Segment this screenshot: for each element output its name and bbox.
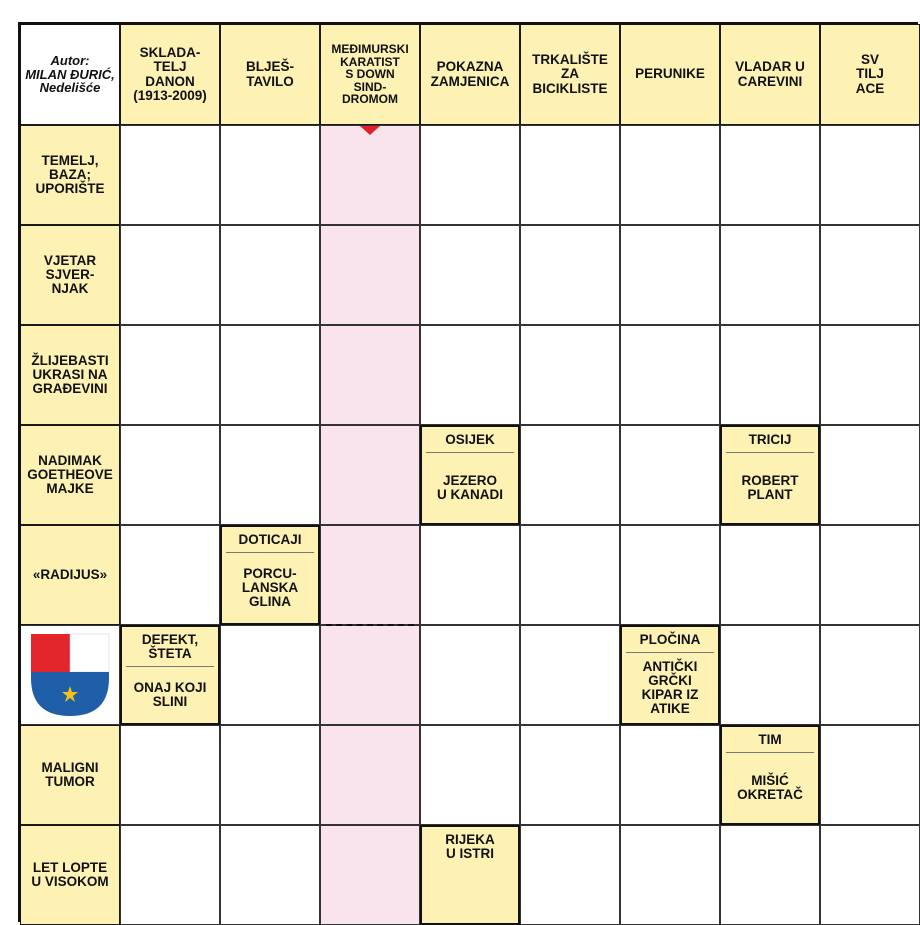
row-clue: MALIGNI TUMOR (20, 725, 120, 825)
coat-of-arms-icon (31, 634, 109, 716)
row-clue: LET LOPTE U VISOKOM (20, 825, 120, 925)
header-clue: VLADAR U CAREVINI (720, 24, 820, 125)
answer-cell[interactable] (720, 525, 820, 625)
answer-cell[interactable] (420, 725, 520, 825)
answer-cell[interactable] (520, 725, 620, 825)
row-clue: TEMELJ, BAZA; UPORIŠTE (20, 125, 120, 225)
coat-of-arms-cell (20, 625, 120, 725)
answer-cell[interactable] (820, 225, 920, 325)
answer-cell[interactable] (520, 425, 620, 525)
answer-cell[interactable] (320, 225, 420, 325)
answer-cell[interactable] (220, 625, 320, 725)
answer-cell[interactable] (520, 225, 620, 325)
answer-cell[interactable] (820, 425, 920, 525)
answer-cell[interactable] (320, 725, 420, 825)
answer-cell[interactable] (620, 225, 720, 325)
clue-text: JEZERO U KANADI (437, 472, 503, 503)
answer-cell[interactable] (320, 825, 420, 925)
inner-clue-doticaji (220, 525, 320, 625)
header-clue: BLJEŠ- TAVILO (220, 24, 320, 125)
answer-cell[interactable] (820, 725, 920, 825)
answer-cell[interactable] (220, 225, 320, 325)
frame-top (18, 22, 918, 25)
answer-cell[interactable] (820, 625, 920, 725)
answer-cell[interactable] (820, 125, 920, 225)
inner-clue-rijeka (420, 825, 520, 925)
answer-cell[interactable] (620, 425, 720, 525)
answer-cell[interactable] (420, 325, 520, 425)
answer-cell[interactable] (420, 125, 520, 225)
answer-cell[interactable] (120, 225, 220, 325)
answer-cell[interactable] (820, 325, 920, 425)
answer-cell[interactable] (320, 325, 420, 425)
answer-cell[interactable] (120, 525, 220, 625)
answer-cell[interactable] (720, 625, 820, 725)
answer-cell[interactable] (620, 325, 720, 425)
answer-cell[interactable] (120, 125, 220, 225)
answer-cell[interactable] (120, 725, 220, 825)
clue-text: MIŠIĆ OKRETAČ (737, 772, 803, 803)
answer-cell[interactable] (120, 325, 220, 425)
answer-cell[interactable] (120, 825, 220, 925)
answer-cell[interactable] (220, 425, 320, 525)
author-cell (20, 24, 120, 125)
answer-cell[interactable] (720, 125, 820, 225)
row-clue: ŽLIJEBASTI UKRASI NA GRAĐEVINI (20, 325, 120, 425)
author-place: Nedelišće (39, 80, 101, 96)
clue-text: OSIJEK (445, 432, 495, 447)
row-clue: VJETAR SJVER- NJAK (20, 225, 120, 325)
clue-text: PORCU- LANSKA GLINA (241, 565, 299, 610)
clue-text: RIJEKA U ISTRI (445, 832, 495, 862)
inner-clue-osijek (420, 425, 520, 525)
answer-cell[interactable] (820, 825, 920, 925)
answer-cell[interactable] (320, 425, 420, 525)
header-clue: TRKALIŠTE ZA BICIKLISTE (520, 24, 620, 125)
author-label: Autor: (50, 53, 90, 69)
answer-cell[interactable] (220, 325, 320, 425)
clue-text: DOTICAJI (238, 532, 302, 547)
answer-cell[interactable] (320, 525, 420, 625)
header-clue: MEĐIMURSKI KARATIST S DOWN SIND- DROMOM (320, 24, 420, 125)
inner-clue-tricij (720, 425, 820, 525)
inner-clue-plocina (620, 625, 720, 725)
header-clue: POKAZNA ZAMJENICA (420, 24, 520, 125)
answer-cell[interactable] (520, 825, 620, 925)
clue-text: ONAJ KOJI SLINI (133, 680, 207, 710)
header-clue: PERUNIKE (620, 24, 720, 125)
arrow-down-icon (360, 126, 380, 136)
clue-text: TIM (758, 732, 782, 747)
answer-cell[interactable] (620, 125, 720, 225)
answer-cell[interactable] (620, 825, 720, 925)
answer-cell[interactable] (520, 525, 620, 625)
clue-text: ANTIČKI GRČKI KIPAR IZ ATIKE (641, 658, 699, 717)
answer-cell[interactable] (620, 525, 720, 625)
inner-clue-tim (720, 725, 820, 825)
row-clue: «RADIJUS» (20, 525, 120, 625)
answer-cell[interactable] (720, 325, 820, 425)
answer-cell[interactable] (520, 625, 620, 725)
answer-cell[interactable] (320, 625, 420, 725)
clue-text: TRICIJ (748, 432, 792, 447)
answer-cell[interactable] (520, 125, 620, 225)
answer-cell[interactable] (420, 225, 520, 325)
answer-cell[interactable] (220, 125, 320, 225)
answer-cell[interactable] (620, 725, 720, 825)
answer-cell[interactable] (420, 625, 520, 725)
answer-cell[interactable] (220, 825, 320, 925)
frame-left (18, 22, 21, 922)
answer-cell[interactable] (820, 525, 920, 625)
header-clue: SKLADA- TELJ DANON (1913-2009) (120, 24, 220, 125)
dashed-divider (326, 624, 414, 626)
answer-cell[interactable] (520, 325, 620, 425)
answer-cell[interactable] (420, 525, 520, 625)
clue-text: PLOČINA (639, 632, 701, 647)
answer-cell[interactable] (120, 425, 220, 525)
row-clue: NADIMAK GOETHEOVE MAJKE (20, 425, 120, 525)
answer-cell[interactable] (320, 125, 420, 225)
header-clue: SV TILJ ACE (820, 24, 920, 125)
clue-text: DEFEKT, ŠTETA (141, 632, 199, 662)
author-name: MILAN ĐURIĆ, (25, 66, 115, 82)
answer-cell[interactable] (720, 825, 820, 925)
answer-cell[interactable] (220, 725, 320, 825)
inner-clue-defekt (120, 625, 220, 725)
answer-cell[interactable] (720, 225, 820, 325)
clue-text: ROBERT PLANT (741, 472, 799, 503)
